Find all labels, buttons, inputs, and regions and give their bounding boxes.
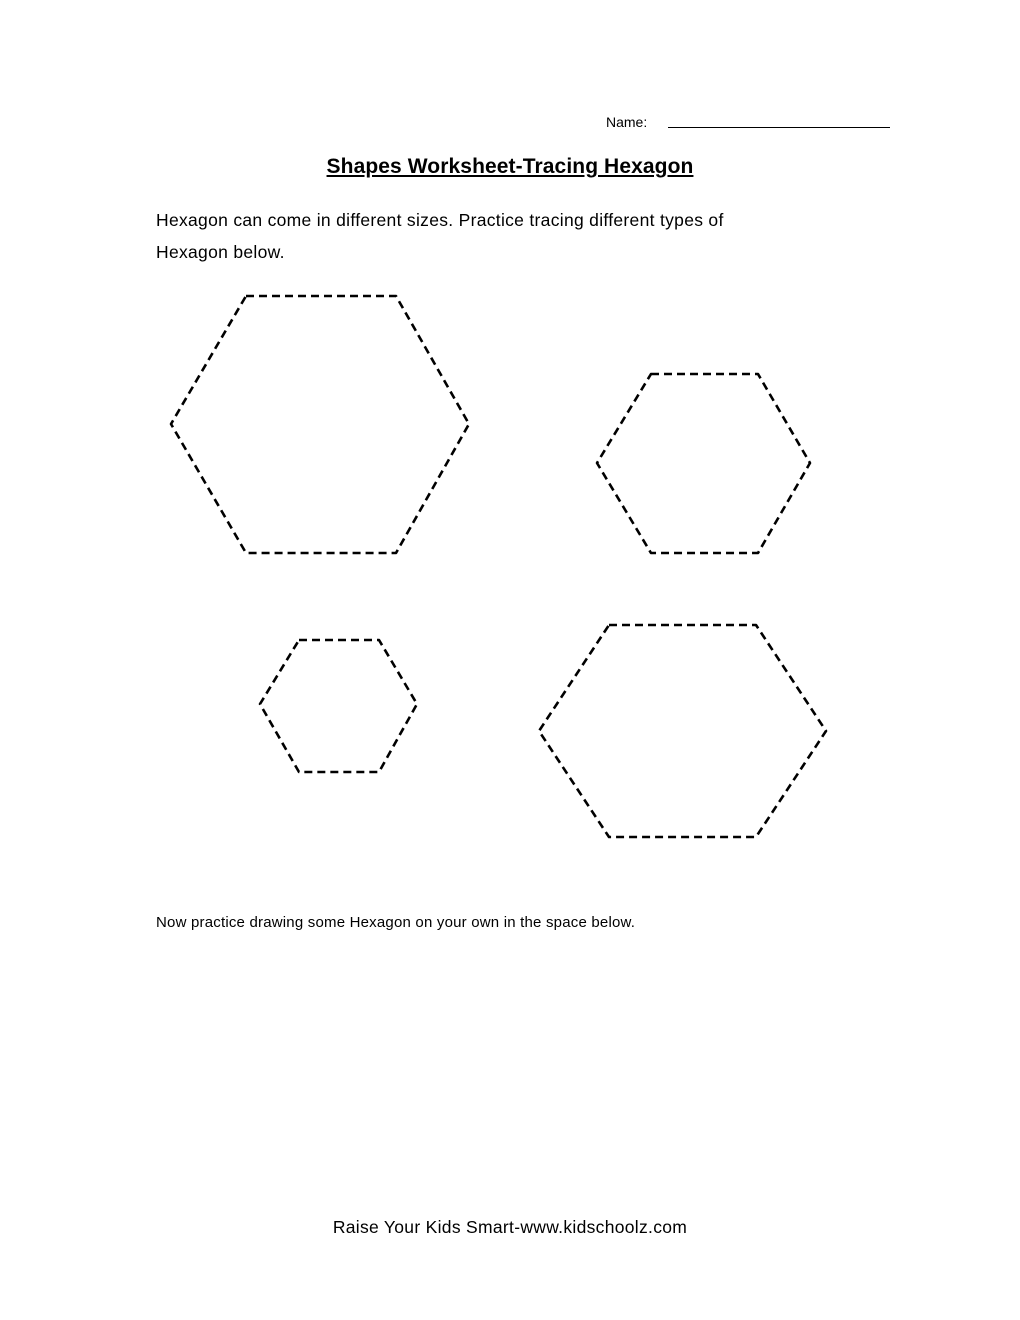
hexagon-wide[interactable] (539, 625, 826, 837)
intro-line-2: Hexagon below. (156, 242, 285, 262)
practice-instruction: Now practice drawing some Hexagon on your own in the space below. (156, 914, 636, 931)
name-label: Name: (606, 114, 648, 130)
hexagon-large[interactable] (171, 296, 469, 553)
page-title: Shapes Worksheet-Tracing Hexagon (326, 155, 694, 178)
intro-line-1: Hexagon can come in different sizes. Practice tracing different types of (156, 210, 724, 230)
hexagon-small[interactable] (260, 640, 417, 772)
hexagon-medium[interactable] (597, 374, 810, 553)
footer-text: Raise Your Kids Smart-www.kidschoolz.com (332, 1217, 688, 1237)
